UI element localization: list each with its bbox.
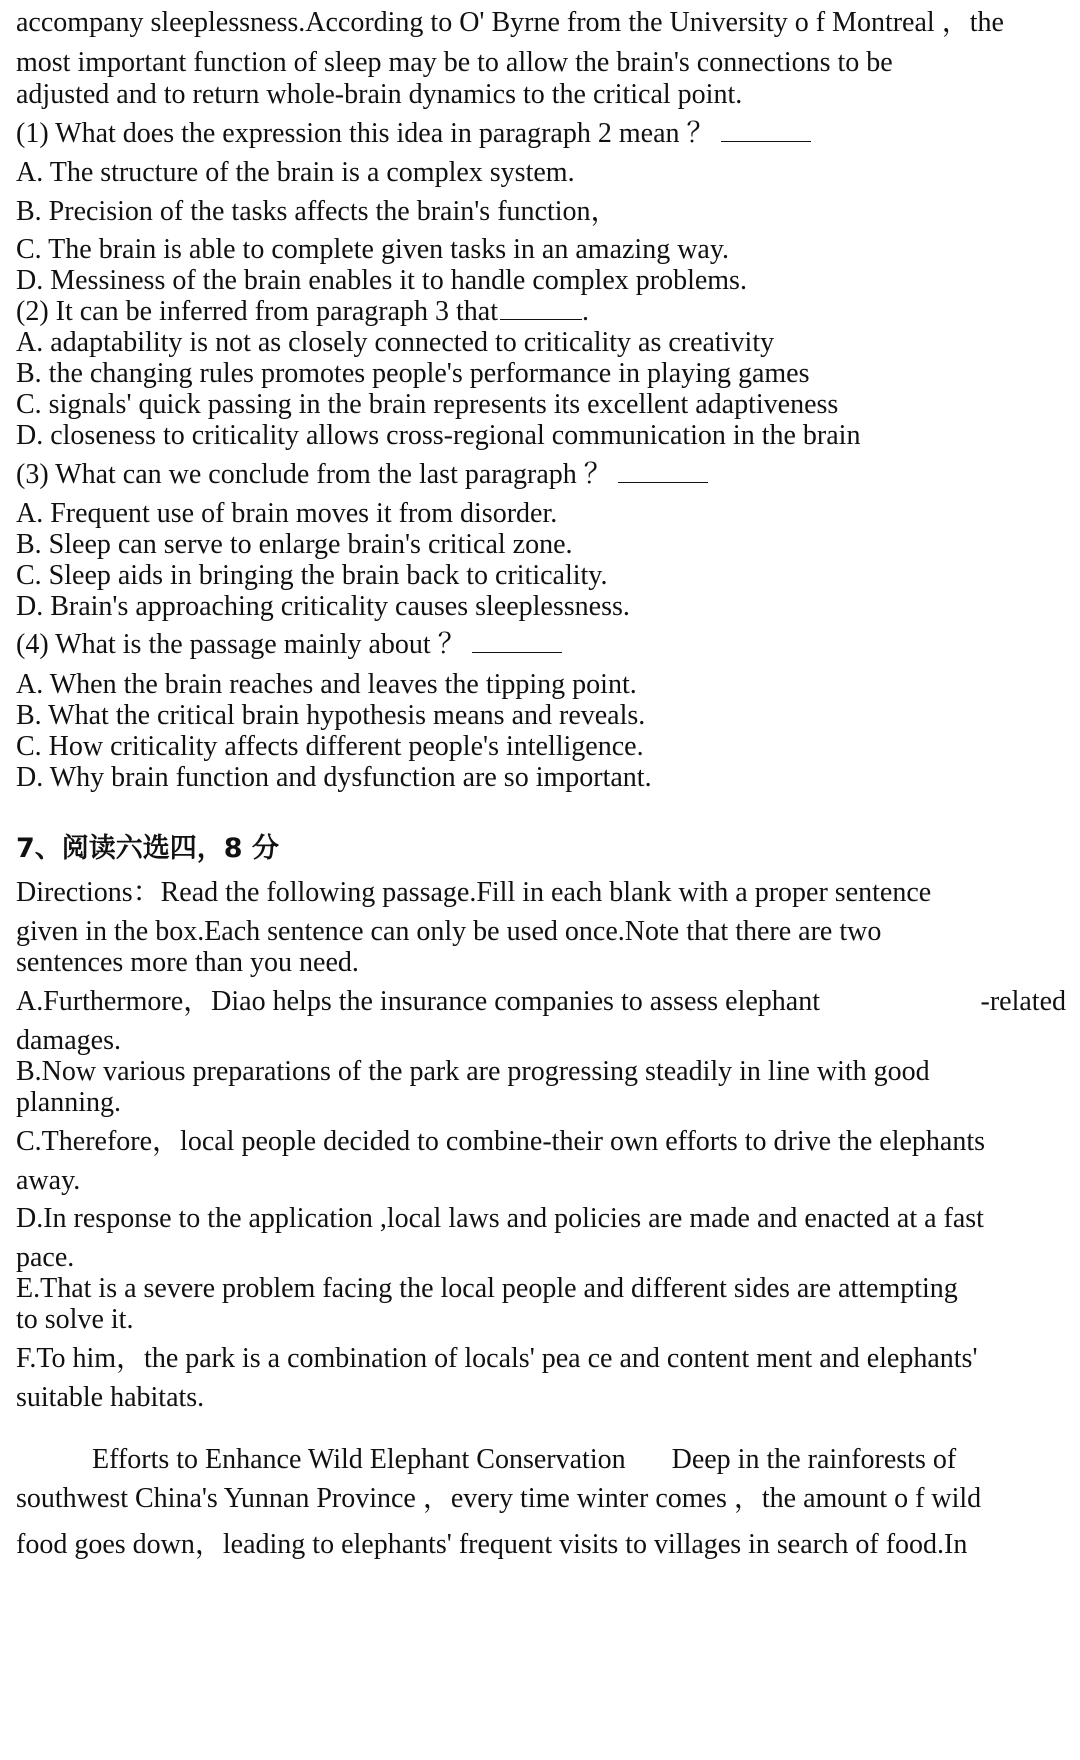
- answer-blank[interactable]: [472, 630, 562, 653]
- option-e-line-1: E.That is a severe problem facing the local people and different sides are attempting: [16, 1273, 958, 1304]
- question-3-option-d: D. Brain's approaching criticality causes sleeplessness.: [16, 591, 630, 622]
- option-f-line-1: F.To him，the park is a combination of locals' pea ce and content ment and elephants': [16, 1343, 978, 1374]
- passage-line-2: southwest China's Yunnan Province ，every time winter comes ，the amount o f wild: [16, 1483, 982, 1514]
- question-3-option-b: B. Sleep can serve to enlarge brain's critical zone.: [16, 529, 573, 560]
- question-1-stem: [16, 117, 811, 151]
- answer-blank[interactable]: [618, 460, 708, 483]
- question-3-text: (3) What can we conclude from the last paragraph ？: [16, 459, 612, 490]
- question-4-option-a: A. When the brain reaches and leaves the tipping point.: [16, 669, 637, 700]
- option-d-line-1: D.In response to the application ,local laws and policies are made and enacted at a fast: [16, 1203, 984, 1234]
- directions-line-1: Directions：Read the following passage.Fill in each blank with a proper sentence: [16, 877, 932, 908]
- directions-line-2: given in the box.Each sentence can only be used once.Note that there are two: [16, 916, 882, 947]
- question-1-option-a: A. The structure of the brain is a complex system.: [16, 157, 575, 188]
- option-b-line-2: planning.: [16, 1087, 121, 1118]
- answer-blank[interactable]: [500, 297, 582, 320]
- option-a-text: A.Furthermore，Diao helps the insurance companies to assess elephant: [16, 986, 821, 1017]
- question-1-option-b: B. Precision of the tasks affects the brain's function，: [16, 196, 619, 227]
- question-2-stem: [16, 295, 589, 329]
- question-2-option-a: A. adaptability is not as closely connected to criticality as creativity: [16, 327, 775, 358]
- question-2-option-d: D. closeness to criticality allows cross-regional communication in the brain: [16, 420, 861, 451]
- question-2-stem-end: .: [582, 296, 589, 327]
- question-1-text: (1) What does the expression this idea in paragraph 2 mean ？: [16, 118, 715, 149]
- question-3-option-a: A. Frequent use of brain moves it from disorder.: [16, 498, 558, 529]
- option-d-line-2: pace.: [16, 1242, 75, 1273]
- option-c-line-2: away.: [16, 1165, 81, 1196]
- question-4-option-b: B. What the critical brain hypothesis means and reveals.: [16, 700, 646, 731]
- intro-line-1: accompany sleeplessness.According to O' Byrne from the University o f Montreal ，the: [16, 7, 1004, 38]
- option-f-line-2: suitable habitats.: [16, 1382, 205, 1413]
- directions-line-3: sentences more than you need.: [16, 947, 359, 978]
- passage-line-1: Deep in the rainforests of: [671, 1444, 957, 1475]
- passage-line-3: food goes down，leading to elephants' frequent visits to villages in search of food.In: [16, 1529, 968, 1560]
- passage-first-line: [92, 1443, 956, 1477]
- intro-line-3: adjusted and to return whole-brain dynamics to the critical point.: [16, 79, 743, 110]
- question-3-option-c: C. Sleep aids in bringing the brain back to criticality.: [16, 560, 608, 591]
- option-a-text-end: -related: [980, 986, 1066, 1017]
- question-4-stem: [16, 628, 562, 662]
- option-c-line-1: C.Therefore，local people decided to combine-their own efforts to drive the elephants: [16, 1126, 986, 1157]
- question-2-option-c: C. signals' quick passing in the brain represents its excellent adaptiveness: [16, 389, 839, 420]
- option-b-line-1: B.Now various preparations of the park are progressing steadily in line with good: [16, 1056, 930, 1087]
- question-1-option-d: D. Messiness of the brain enables it to handle complex problems.: [16, 265, 747, 296]
- question-3-stem: [16, 458, 708, 492]
- intro-line-2: most important function of sleep may be to allow the brain's connections to be: [16, 47, 893, 78]
- option-a-line-2: damages.: [16, 1025, 121, 1056]
- section-heading: 7、阅读六选四，8 分: [16, 833, 279, 864]
- question-4-option-d: D. Why brain function and dysfunction are so important.: [16, 762, 652, 793]
- question-4-option-c: C. How criticality affects different people's intelligence.: [16, 731, 644, 762]
- passage-title: Efforts to Enhance Wild Elephant Conservation: [92, 1444, 626, 1475]
- answer-blank[interactable]: [721, 119, 811, 142]
- question-2-text: (2) It can be inferred from paragraph 3 that: [16, 296, 498, 327]
- question-4-text: (4) What is the passage mainly about ？: [16, 629, 466, 660]
- option-e-line-2: to solve it.: [16, 1304, 134, 1335]
- question-1-option-c: C. The brain is able to complete given tasks in an amazing way.: [16, 234, 730, 265]
- question-2-option-b: B. the changing rules promotes people's performance in playing games: [16, 358, 810, 389]
- option-a-line-1: [16, 985, 1066, 1019]
